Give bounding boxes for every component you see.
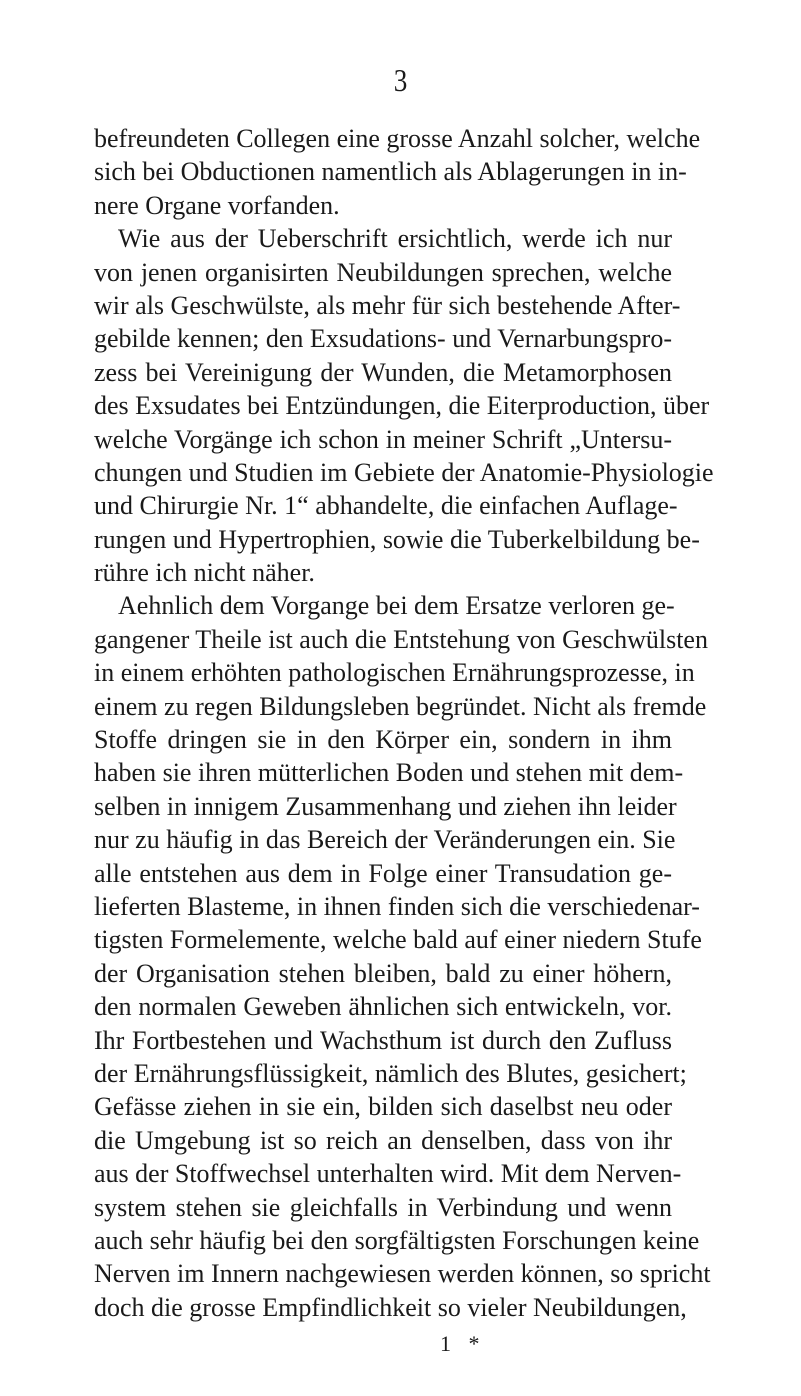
text-line: chungen und Studien im Gebiete der Anatomie-Physiologie bbox=[94, 457, 714, 487]
text-line: und Chirurgie Nr. 1“ abhandelte, die einfachen Auflage- bbox=[94, 491, 678, 521]
page-number: 3 bbox=[393, 62, 408, 98]
text-line: von jenen organisirten Neubildungen sprechen, welche bbox=[94, 257, 672, 287]
text-line: aus der Stoffwechsel unterhalten wird. Mit dem Nerven- bbox=[94, 1159, 682, 1189]
text-line: sich bei Obductionen namentlich als Ablagerungen in in- bbox=[94, 157, 687, 187]
text-line: zess bei Vereinigung der Wunden, die Metamorphosen bbox=[94, 357, 672, 387]
text-line: befreundeten Collegen eine grosse Anzahl solcher, welche bbox=[94, 124, 701, 153]
text-line: Nerven im Innern nachgewiesen werden können, so spricht bbox=[94, 1259, 711, 1289]
signature-mark: 1 * bbox=[440, 1331, 486, 1356]
text-line: haben sie ihren mütterlichen Boden und stehen mit dem- bbox=[94, 758, 684, 788]
text-line: in einem erhöhten pathologischen Ernährungsprozesse, in bbox=[94, 658, 695, 688]
text-line: der Organisation stehen bleiben, bald zu einer höhern, bbox=[94, 958, 672, 988]
text-line: einem zu regen Bildungsleben begründet. Nicht als fremde bbox=[94, 691, 707, 721]
text-line: den normalen Geweben ähnlichen sich entwickeln, vor. bbox=[94, 992, 672, 1022]
text-line: selben in innigem Zusammenhang und ziehen ihn leider bbox=[94, 791, 677, 821]
text-line: tigsten Formelemente, welche bald auf einer niedern Stufe bbox=[94, 925, 702, 955]
text-line: doch die grosse Empfindlichkeit so vieler Neubildungen, bbox=[94, 1292, 687, 1322]
text-line: lieferten Blasteme, in ihnen finden sich die verschiedenar- bbox=[94, 891, 700, 921]
text-line: gebilde kennen; den Exsudations- und Vernarbungspro- bbox=[94, 324, 672, 354]
text-line: Gefässe ziehen in sie ein, bilden sich daselbst neu oder bbox=[94, 1092, 672, 1122]
text-line: Ihr Fortbestehen und Wachsthum ist durch den Zufluss bbox=[94, 1025, 672, 1055]
text-line: Wie aus der Ueberschrift ersichtlich, werde ich nur bbox=[118, 224, 672, 254]
text-line: system stehen sie gleichfalls in Verbindung und wenn bbox=[94, 1192, 672, 1222]
text-line: wir als Geschwülste, als mehr für sich bestehende After- bbox=[94, 290, 681, 320]
text-line: alle entstehen aus dem in Folge einer Transudation ge- bbox=[94, 858, 672, 888]
text-line: rühre ich nicht näher. bbox=[94, 558, 315, 588]
text-line: auch sehr häufig bei den sorgfältigsten Forschungen keine bbox=[94, 1225, 700, 1255]
text-line: gangener Theile ist auch die Entstehung von Geschwülsten bbox=[94, 624, 708, 654]
text-line: welche Vorgänge ich schon in meiner Schrift „Untersu- bbox=[94, 424, 672, 454]
body-text bbox=[94, 122, 714, 1324]
text-line: Stoffe dringen sie in den Körper ein, sondern in ihm bbox=[94, 725, 672, 755]
text-line: der Ernährungsflüssigkeit, nämlich des Blutes, gesichert; bbox=[94, 1058, 687, 1088]
text-line: die Umgebung ist so reich an denselben, dass von ihr bbox=[94, 1125, 672, 1155]
text-line: Aehnlich dem Vorgange bei dem Ersatze verloren ge- bbox=[118, 591, 675, 621]
text-line: des Exsudates bei Entzündungen, die Eiterproduction, über bbox=[94, 391, 710, 421]
text-line: nur zu häufig in das Bereich der Veränderungen ein. Sie bbox=[94, 825, 676, 855]
text-line: nere Organe vorfanden. bbox=[94, 190, 340, 220]
text-line: rungen und Hypertrophien, sowie die Tuberkelbildung be- bbox=[94, 524, 700, 554]
